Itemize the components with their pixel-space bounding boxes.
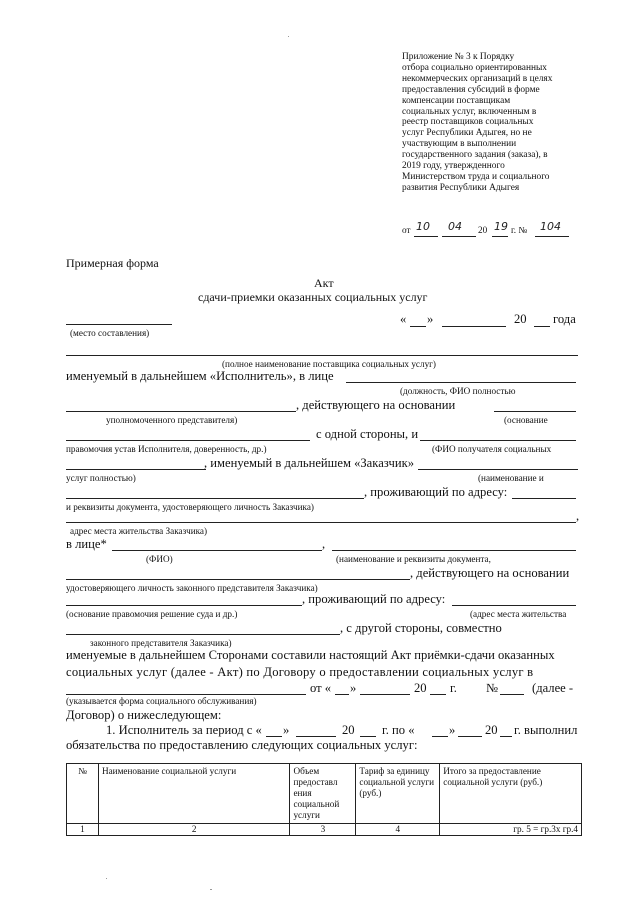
- appendix-line: 2019 году, утвержденного: [402, 161, 505, 172]
- col-num-4: 4: [356, 824, 440, 836]
- hint-recipient-fio-2: услуг полностью): [66, 473, 136, 483]
- col-num-5: гр. 5 = гр.3х гр.4: [440, 824, 582, 836]
- acting-on-basis-2: , действующего на основании: [410, 566, 570, 580]
- hint-doc-name-2: и реквизиты документа, удостоверяющего личность Заказчика): [66, 502, 314, 512]
- hint-authorized-rep: уполномоченного представителя): [106, 415, 238, 425]
- appendix-line: некоммерческих организаций в целях: [402, 73, 553, 84]
- appendix-line: предоставления субсидий в форме: [402, 84, 540, 95]
- hint-basis: (основание: [504, 415, 548, 425]
- parties-line-2: социальных услуг (далее - Акт) по Договору о предоставлении социальных услуг в: [66, 665, 534, 679]
- hint-provider-name: (полное наименование поставщика социальных услуг): [222, 359, 436, 369]
- other-side: , с другой стороны, совместно: [340, 621, 502, 635]
- col-num-3: 3: [290, 824, 356, 836]
- hint-rep-address: (адрес места жительства: [470, 609, 567, 619]
- p1-year-20-2: 20: [485, 723, 498, 737]
- p1-line-2: обязательства по предоставлению следующих социальных услуг:: [66, 738, 418, 752]
- parties-line-1: именуемые в дальнейшем Сторонами составили настоящий Акт приёмки-сдачи оказанных: [66, 648, 555, 662]
- executor-named: именуемый в дальнейшем «Исполнитель», в лице: [66, 369, 334, 383]
- appendix-line: Приложение № 3 к Порядку: [402, 52, 515, 62]
- contract-year-20: 20: [414, 681, 427, 695]
- appendix-day: 10: [416, 220, 430, 233]
- hint-doc-name: (наименование и: [478, 473, 544, 483]
- scan-speck: [106, 878, 107, 879]
- p1-done: г. выполнил: [514, 723, 578, 737]
- customer-named: , именуемый в дальнейшем «Заказчик»: [204, 456, 415, 470]
- date-year-word: года: [553, 312, 576, 326]
- hint-doc-details: (наименование и реквизиты документа,: [336, 554, 491, 564]
- contract-year-g: г.: [450, 681, 457, 695]
- hint-service-form: (указывается форма социального обслуживания): [66, 696, 257, 706]
- hint-fio: (ФИО): [146, 554, 173, 564]
- header-volume: Объем предоставл ения социальной услуги: [290, 764, 356, 824]
- table-header-row: [67, 764, 582, 824]
- contract-dalee: (далее -: [532, 681, 574, 695]
- act-title: Акт: [314, 276, 334, 290]
- col-num-2: 2: [98, 824, 290, 836]
- hint-court-basis: (основание правомочия решение суда и др.): [66, 609, 238, 619]
- hint-doc-details-2: удостоверяющего личность законного представителя Заказчика): [66, 583, 318, 593]
- comma-1: ,: [576, 509, 580, 523]
- appendix-line: реестр поставщиков социальных: [402, 117, 534, 128]
- appendix-from-label: от: [402, 225, 411, 235]
- hint-rep-address-2: законного представителя Заказчика): [90, 638, 232, 648]
- hint-residence: адрес места жительства Заказчика): [70, 526, 208, 536]
- appendix-line: Министерством труда и социального: [402, 171, 550, 182]
- appendix-number: 104: [540, 220, 561, 233]
- residing-at: , проживающий по адресу:: [364, 485, 508, 499]
- header-total: Итого за предоставление социальной услуги (руб.): [440, 764, 582, 824]
- residing-at-2: , проживающий по адресу:: [302, 592, 446, 606]
- hint-recipient-fio: (ФИО получателя социальных: [432, 444, 552, 454]
- p1-quote-close-1: »: [283, 723, 290, 737]
- appendix-line: государственного задания (заказа), в: [402, 150, 548, 161]
- act-subtitle: сдачи-приемки оказанных социальных услуг: [198, 290, 428, 304]
- appendix-line: участвующим в выполнении: [402, 139, 517, 150]
- header-service-name: Наименование социальной услуги: [98, 764, 290, 824]
- p1-period-start: 1. Исполнитель за период с «: [106, 723, 262, 737]
- header-tariff: Тариф за единицу социальной услуги (руб.): [356, 764, 440, 824]
- appendix-year: 19: [494, 220, 508, 233]
- appendix-note: [402, 52, 592, 194]
- date-close-quote: »: [427, 312, 434, 326]
- appendix-year-prefix: 20: [478, 225, 488, 235]
- table-row: [67, 824, 582, 836]
- on-one-side: с одной стороны, и: [316, 427, 419, 441]
- p1-year-20-1: 20: [342, 723, 355, 737]
- services-table: [66, 763, 582, 836]
- hint-position-fio: (должность, ФИО полностью: [400, 386, 516, 396]
- appendix-line: социальных услуг, включенным в: [402, 106, 537, 117]
- form-type: Примерная форма: [66, 256, 159, 270]
- contract-quote-close: »: [350, 681, 357, 695]
- appendix-line: развития Республики Адыгея: [402, 182, 520, 193]
- comma-2: ,: [322, 537, 326, 551]
- appendix-month: 04: [448, 220, 462, 233]
- scan-speck: [288, 36, 289, 37]
- col-num-1: 1: [67, 824, 99, 836]
- contract-from: от «: [310, 681, 332, 695]
- appendix-number-label: г. №: [511, 225, 528, 235]
- in-person: в лице*: [66, 537, 107, 551]
- date-century: 20: [514, 312, 527, 326]
- header-number: №: [67, 764, 99, 824]
- acting-on-basis: , действующего на основании: [296, 398, 456, 412]
- appendix-line: компенсации поставщикам: [402, 95, 511, 106]
- scan-speck: [210, 889, 212, 890]
- appendix-line: отбора социально ориентированных: [402, 62, 547, 73]
- hint-place: (место составления): [70, 328, 150, 338]
- date-open-quote: «: [400, 312, 407, 326]
- p1-quote-close-2: »: [449, 723, 456, 737]
- contract-number-sign: №: [486, 681, 499, 695]
- p1-period-to: г. по «: [382, 723, 415, 737]
- hint-basis-2: правомочия устав Исполнителя, доверенность, др.): [66, 444, 267, 454]
- appendix-line: услуг Республики Адыгея, но не: [402, 128, 532, 139]
- contract-end: Договор) о нижеследующем:: [66, 708, 222, 722]
